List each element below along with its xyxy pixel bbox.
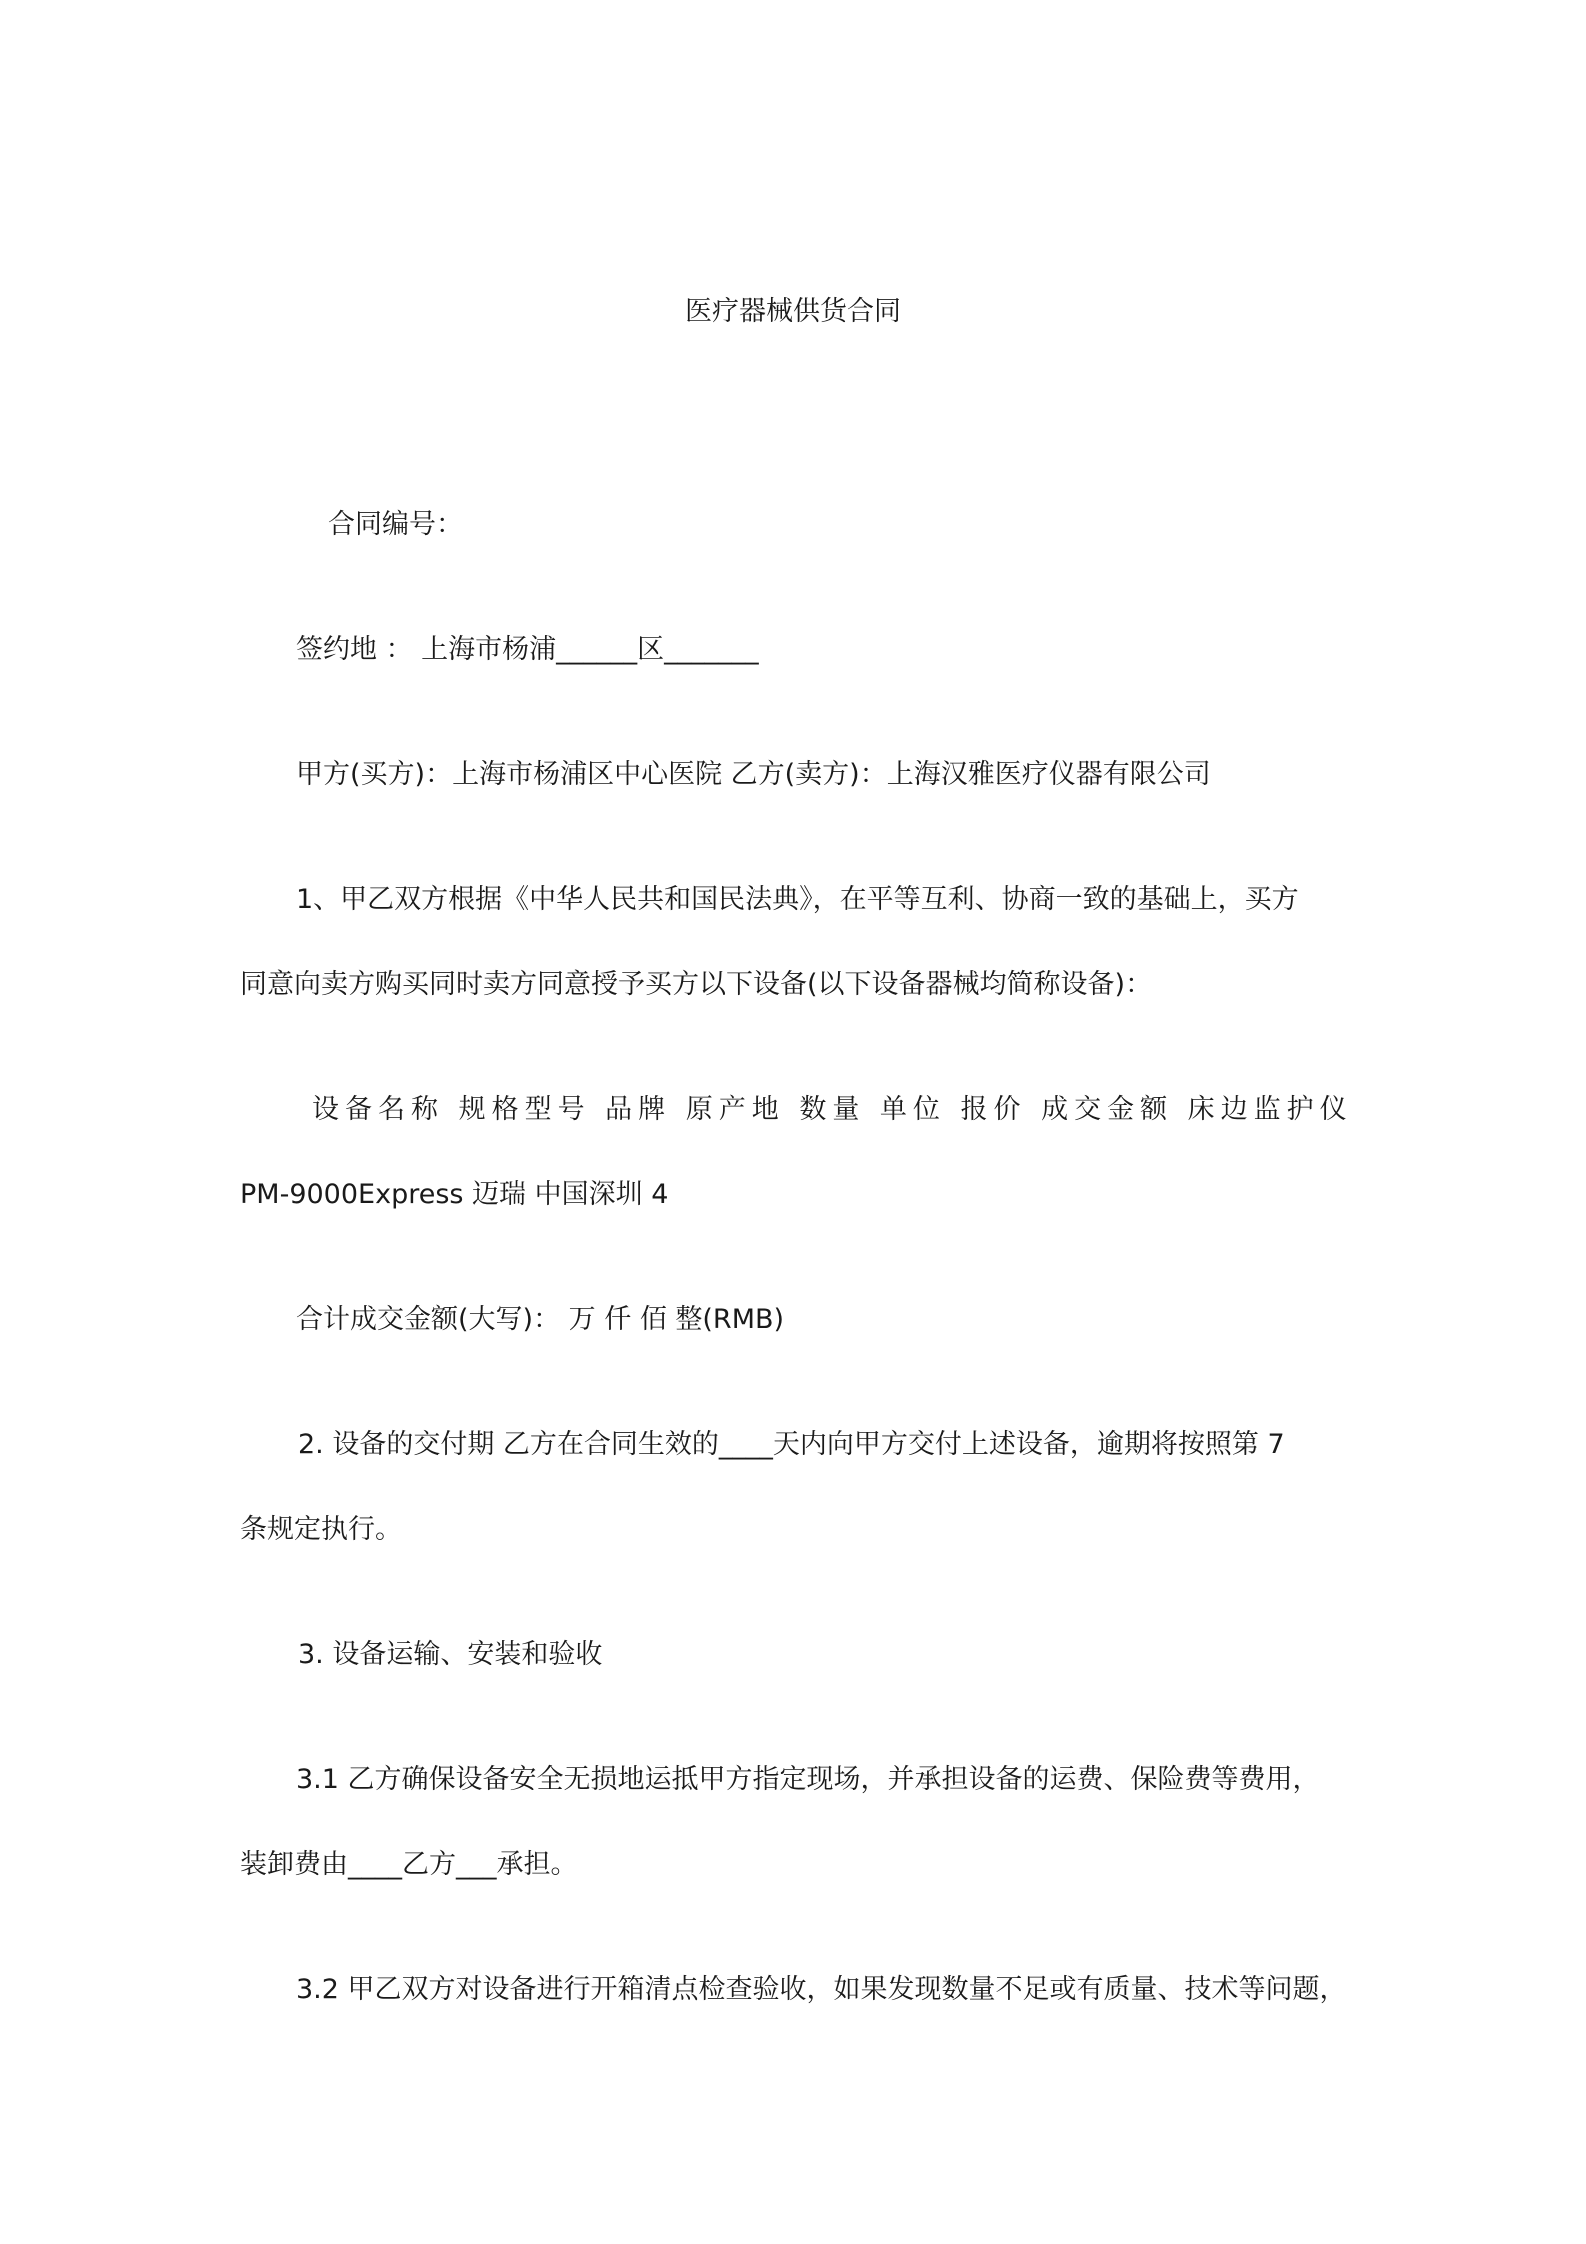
- document-title: 医疗器械供货合同: [685, 296, 901, 327]
- clause-3-1-line-1: 3.1 乙方确保设备安全无损地运抵甲方指定现场，并承担设备的运费、保险费等费用，: [296, 1764, 1320, 1795]
- contract-number-label: 合同编号：: [328, 509, 463, 540]
- clause-1-line-2: 同意向卖方购买同时卖方同意授予买方以下设备(以下设备器械均简称设备)：: [240, 969, 1153, 1000]
- clause-2-line-1: 2. 设备的交付期 乙方在合同生效的____天内向甲方交付上述设备，逾期将按照第 7: [298, 1429, 1285, 1460]
- clause-3-heading: 3. 设备运输、安装和验收: [298, 1639, 603, 1670]
- clause-1-line-1: 1、甲乙双方根据《中华人民共和国民法典》，在平等互利、协商一致的基础上，买方: [296, 884, 1299, 915]
- parties-line: 甲方(买方)：上海市杨浦区中心医院 乙方(卖方)：上海汉雅医疗仪器有限公司: [296, 759, 1211, 790]
- total-amount-line: 合计成交金额(大写)： 万 仟 佰 整(RMB): [296, 1304, 785, 1335]
- clause-3-2-line-1: 3.2 甲乙双方对设备进行开箱清点检查验收，如果发现数量不足或有质量、技术等问题，: [296, 1974, 1347, 2005]
- equipment-header-line: 设备名称 规格型号 品牌 原产地 数量 单位 报价 成交金额 床边监护仪: [312, 1094, 1353, 1125]
- equipment-row-line: PM-9000Express 迈瑞 中国深圳 4: [240, 1179, 669, 1210]
- clause-2-line-2: 条规定执行。: [240, 1514, 402, 1545]
- clause-3-1-line-2: 装卸费由____乙方___承担。: [240, 1849, 578, 1880]
- signing-place: 签约地 ： 上海市杨浦______区_______: [296, 634, 759, 665]
